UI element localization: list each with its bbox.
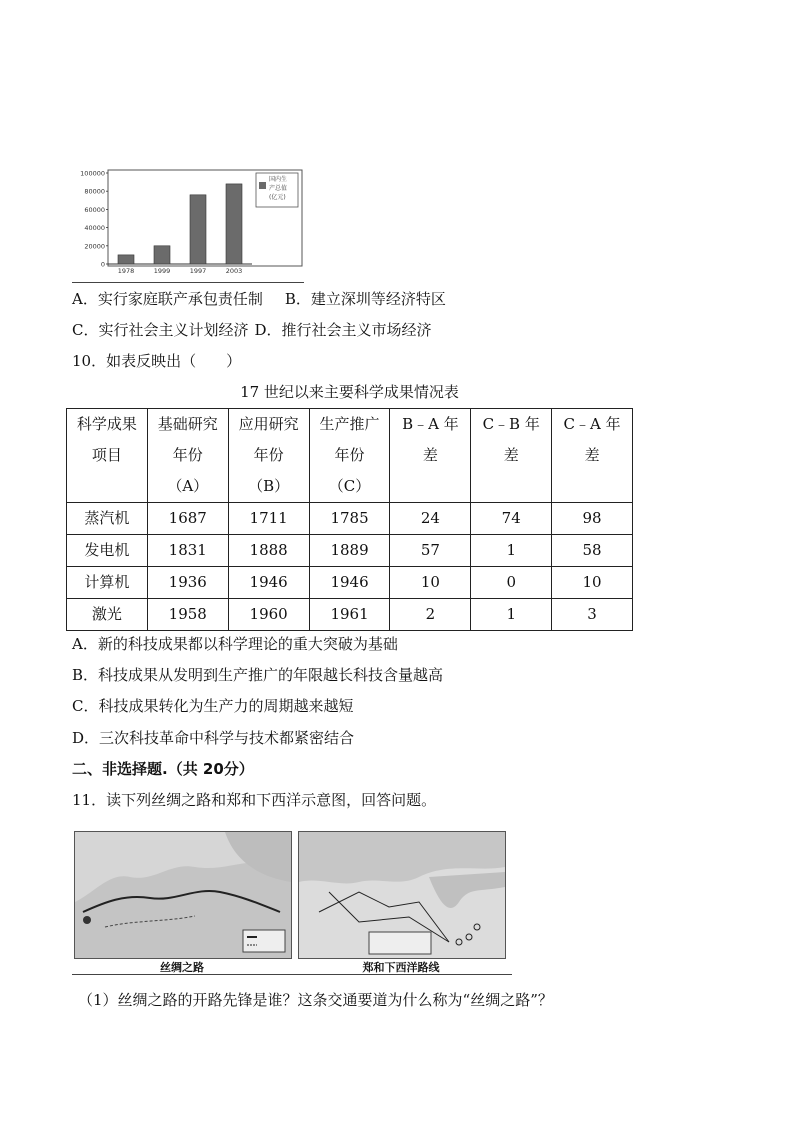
q10-stem: 10．如表反映出（ ） (72, 352, 242, 370)
header-cell: 生产推广 年份 （C） (309, 409, 390, 503)
header-cell: C﹣B 年 差 (471, 409, 552, 503)
table-cell: 1936 (147, 567, 228, 599)
table-cell: 发电机 (67, 535, 148, 567)
table-cell: 58 (552, 535, 633, 567)
table-cell: 74 (471, 503, 552, 535)
bar (154, 246, 170, 264)
q9-options-row-2 (72, 320, 432, 340)
q11-subquestion-1: （1）丝绸之路的开路先锋是谁？这条交通要道为什么称为“丝绸之路”？ (78, 991, 553, 1009)
legend-label: 产总值 (269, 185, 288, 192)
table-cell: 98 (552, 503, 633, 535)
zheng-he-map (298, 831, 506, 959)
header-cell: 基础研究 年份 （A） (147, 409, 228, 503)
table-cell: 1831 (147, 535, 228, 567)
x-tick-label: 1978 (117, 267, 135, 275)
table-cell: 1958 (147, 599, 228, 631)
science-table (66, 408, 633, 631)
y-tick-label: 60000 (84, 205, 105, 214)
y-tick-label: 100000 (80, 169, 105, 178)
bar (226, 184, 242, 264)
legend-label: (亿元) (269, 194, 286, 201)
table-cell: 3 (552, 599, 633, 631)
table-cell: 0 (471, 567, 552, 599)
header-cell: 科学成果 项目 (67, 409, 148, 503)
silk-road-caption: 丝绸之路 (160, 961, 204, 974)
table-cell: 1889 (309, 535, 390, 567)
table-cell: 10 (390, 567, 471, 599)
q11-stem: 11．读下列丝绸之路和郑和下西洋示意图，回答问题。 (72, 791, 437, 809)
header-cell: B﹣A 年 差 (390, 409, 471, 503)
table-cell: 10 (552, 567, 633, 599)
table-cell: 1711 (228, 503, 309, 535)
q9-option-b: B．建立深圳等经济特区 (284, 290, 446, 308)
silk-road-map (74, 831, 292, 959)
zheng-he-caption: 郑和下西洋路线 (362, 961, 440, 974)
bar (190, 195, 206, 264)
table-cell: 1946 (309, 567, 390, 599)
gdp-bar-chart (72, 163, 306, 281)
maps-underline (72, 974, 512, 975)
table-row (67, 535, 633, 567)
q10-option-b: B．科技成果从发明到生产推广的年限越长科技含量越高 (72, 666, 444, 684)
x-tick-label: 1997 (189, 267, 207, 275)
table-row (67, 503, 633, 535)
table-cell: 1960 (228, 599, 309, 631)
table-cell: 1785 (309, 503, 390, 535)
q10-option-d: D．三次科技革命中科学与技术都紧密结合 (72, 729, 355, 747)
q9-options-row-1 (72, 289, 446, 309)
table-caption: 17 世纪以来主要科学成果情况表 (240, 383, 459, 401)
table-row (67, 567, 633, 599)
table-cell: 1961 (309, 599, 390, 631)
table-cell: 1 (471, 599, 552, 631)
legend-label: 国内生 (269, 176, 288, 183)
table-header-row (67, 409, 633, 503)
y-tick-label: 40000 (84, 224, 105, 233)
q10-option-c: C．科技成果转化为生产力的周期越来越短 (72, 697, 354, 715)
q9-option-a: A．实行家庭联产承包责任制 (72, 290, 263, 308)
table-cell: 激光 (67, 599, 148, 631)
chart-underline (72, 282, 304, 283)
q9-option-c: C．实行社会主义计划经济 (72, 321, 249, 339)
section-heading: 二、非选择题.（共 20分） (72, 760, 254, 778)
bar (118, 255, 134, 264)
y-tick-label: 20000 (84, 242, 105, 251)
y-tick-label: 0 (100, 260, 105, 269)
q9-option-d: D．推行社会主义市场经济 (254, 321, 432, 339)
table-cell: 24 (390, 503, 471, 535)
legend-swatch (259, 182, 266, 189)
table-cell: 蒸汽机 (67, 503, 148, 535)
header-cell: C﹣A 年 差 (552, 409, 633, 503)
q10-option-a: A．新的科技成果都以科学理论的重大突破为基础 (72, 635, 398, 653)
table-cell: 1687 (147, 503, 228, 535)
y-tick-label: 80000 (84, 187, 105, 196)
table-cell: 1946 (228, 567, 309, 599)
table-cell: 1888 (228, 535, 309, 567)
x-tick-label: 2003 (225, 267, 243, 275)
x-tick-label: 1999 (153, 267, 171, 275)
table-row (67, 599, 633, 631)
gdp-chart-svg (72, 163, 306, 281)
table-cell: 2 (390, 599, 471, 631)
table-cell: 1 (471, 535, 552, 567)
table-cell: 计算机 (67, 567, 148, 599)
header-cell: 应用研究 年份 （B） (228, 409, 309, 503)
table-cell: 57 (390, 535, 471, 567)
